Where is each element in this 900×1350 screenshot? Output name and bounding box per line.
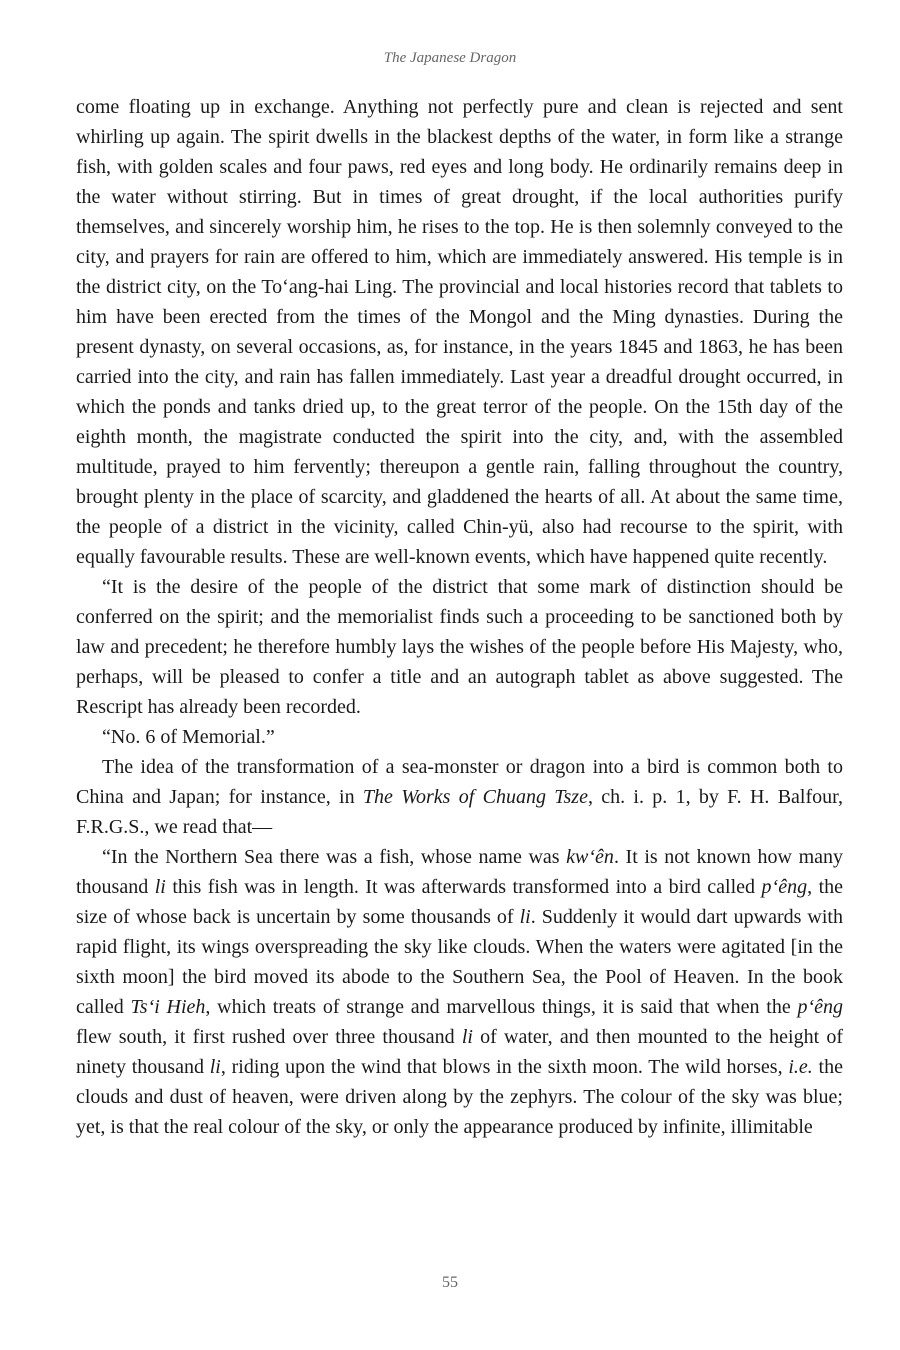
text-run: “No. 6 of Memorial.” [102, 726, 275, 748]
text-run: the clouds and dust of heaven, were driven along by the zephyrs. The colour of the sky was blue; yet, is that the real colour of the sky, or only the appearance produced by infinite, illimitable [76, 1056, 843, 1138]
book-title: The Works of Chuang Tsze [362, 786, 588, 808]
paragraph-2 [76, 572, 843, 722]
italic-term: li [154, 876, 166, 898]
italic-term: p‘êng [761, 876, 808, 898]
text-run: , the size of whose back is uncertain by some thousands of [76, 876, 844, 928]
book-title: Ts‘i Hieh [130, 996, 206, 1018]
italic-term: p‘êng [797, 996, 843, 1018]
text-run: of water, and then mounted to the height of ninety thousand [76, 1026, 843, 1078]
text-run: “In the Northern Sea there was a fish, whose name was [102, 846, 567, 868]
page-number: 55 [442, 1274, 458, 1291]
text-run: this fish was in length. It was afterwards transformed into a bird called [165, 876, 762, 898]
paragraph-1 [76, 92, 843, 572]
italic-term: li [461, 1026, 473, 1048]
italic-term: li [519, 906, 531, 928]
body-text [76, 92, 843, 1142]
text-run: . Suddenly it would dart upwards with rapid flight, its wings overspreading the sky like clouds. When the waters were agitated [in the sixth moon] the bird moved its abode to the Southern Sea, the Pool of Heaven. In the book called [76, 906, 843, 1018]
text-run: , ch. i. p. 1, by F. H. Balfour, F.R.G.S., we read that— [76, 786, 843, 838]
text-run: come floating up in exchange. Anything not perfectly pure and clean is rejected and sent whirling up again. The spirit dwells in the blackest depths of the water, in form like a strange fish, with golden scales and four paws, red eyes and long body. He ordinarily remains deep in the water without stirring. But in times of great drought, if the local authorities purify themselves, and sincerely worship him, he rises to the top. He is then solemnly conveyed to the city, and prayers for rain are offered to him, which are immediately answered. His temple is in the district city, on the To‘ang-hai Ling. The provincial and local histories record that tablets to him have been erected from the times of the Mongol and the Ming dynasties. During the present dynasty, on several occasions, as, for instance, in the years 1845 and 1863, he has been carried into the city, and rain has fallen immediately. Last year a dreadful drought occurred, in which the ponds and tanks dried up, to the great terror of the people. On the 15th day of the eighth month, the magistrate conducted the spirit into the city, and, with the assembled multitude, prayed to him fervently; thereupon a gentle rain, falling throughout the country, brought plenty in the place of scarcity, and gladdened the hearts of all. At about the same time, the people of a district in the vicinity, called Chin-yü, also had recourse to the spirit, with equally favourable results. These are well-known events, which have happened quite recently. [76, 96, 843, 568]
text-run: “It is the desire of the people of the district that some mark of distinction should be conferred on the spirit; and the memorialist finds such a proceeding to be sanctioned both by law and precedent; he therefore humbly lays the wishes of the people before His Majesty, who, perhaps, will be pleased to confer a title and an autograph tablet as above suggested. The Rescript has already been recorded. [76, 576, 843, 718]
italic-term: li [209, 1056, 221, 1078]
italic-term: kw‘ên [566, 846, 614, 868]
text-run: , which treats of strange and marvellous things, it is said that when the [205, 996, 798, 1018]
paragraph-4 [76, 752, 843, 842]
paragraph-3 [76, 722, 843, 752]
italic-term: i.e. [788, 1056, 813, 1078]
paragraph-5 [76, 842, 843, 1142]
text-run: The idea of the transformation of a sea-monster or dragon into a bird is common both to China and Japan; for instance, in [76, 756, 843, 808]
text-run: , riding upon the wind that blows in the sixth moon. The wild horses, [220, 1056, 789, 1078]
text-run: . It is not known how many thousand [76, 846, 843, 898]
running-title: The Japanese Dragon [383, 50, 517, 66]
text-run: flew south, it first rushed over three thousand [76, 1026, 462, 1048]
